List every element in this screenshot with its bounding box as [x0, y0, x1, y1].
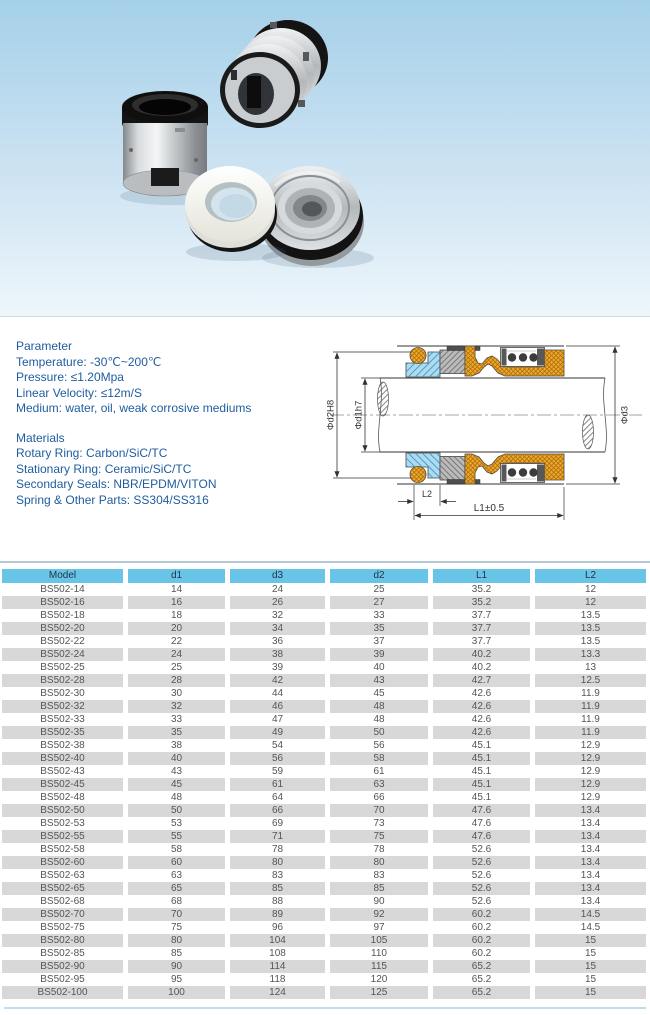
- l2-cell: 15: [535, 973, 646, 986]
- seal-assembly-mirrored: [397, 453, 564, 484]
- table-row: [0, 791, 650, 804]
- l2-cell: 13.4: [535, 856, 646, 869]
- dimension-L1: [415, 487, 564, 520]
- model-cell: BS502-16: [2, 596, 123, 609]
- l2-cell: 12.9: [535, 778, 646, 791]
- d3-cell: 71: [230, 830, 325, 843]
- d1-cell: 45: [128, 778, 225, 791]
- model-cell: BS502-30: [2, 687, 123, 700]
- l1-cell: 60.2: [433, 934, 530, 947]
- d1-cell: 75: [128, 921, 225, 934]
- shaft-break-mark: [378, 382, 389, 416]
- spec-line: Secondary Seals: NBR/EPDM/VITON: [16, 477, 217, 491]
- d1-cell: 53: [128, 817, 225, 830]
- materials-lines: [16, 446, 316, 508]
- l1-cell: 52.6: [433, 869, 530, 882]
- table-row: [0, 648, 650, 661]
- d1-cell: 58: [128, 843, 225, 856]
- spec-line: Linear Velocity: ≤12m/S: [16, 385, 142, 400]
- model-cell: BS502-33: [2, 713, 123, 726]
- svg-text:L2: L2: [421, 489, 433, 499]
- seal-assembly: [397, 346, 564, 377]
- d3-cell: 83: [230, 869, 325, 882]
- d1-cell: 24: [128, 648, 225, 661]
- l2-cell: 12.9: [535, 752, 646, 765]
- d1-cell: 14: [128, 583, 225, 596]
- l1-cell: 47.6: [433, 804, 530, 817]
- d2-cell: 58: [330, 752, 428, 765]
- table-row: [0, 635, 650, 648]
- l2-cell: 11.9: [535, 687, 646, 700]
- model-cell: BS502-50: [2, 804, 123, 817]
- d3-cell: 47: [230, 713, 325, 726]
- l1-cell: 42.6: [433, 700, 530, 713]
- model-cell: BS502-14: [2, 583, 123, 596]
- model-cell: BS502-25: [2, 661, 123, 674]
- d1-cell: 30: [128, 687, 225, 700]
- l2-cell: 13.4: [535, 843, 646, 856]
- l1-cell: 60.2: [433, 921, 530, 934]
- model-cell: BS502-20: [2, 622, 123, 635]
- spec-gap: [16, 417, 316, 431]
- d2-cell: 85: [330, 882, 428, 895]
- table-row: [0, 765, 650, 778]
- d1-cell: 80: [128, 934, 225, 947]
- d1-cell: 43: [128, 765, 225, 778]
- d2-cell: 56: [330, 739, 428, 752]
- l2-cell: 12: [535, 583, 646, 596]
- table-row: [0, 934, 650, 947]
- l1-cell: 52.6: [433, 895, 530, 908]
- spring-coil: [519, 353, 527, 361]
- d1-cell: 38: [128, 739, 225, 752]
- model-cell: BS502-85: [2, 947, 123, 960]
- d3-cell: 124: [230, 986, 325, 999]
- l1-cell: 40.2: [433, 661, 530, 674]
- d2-cell: 83: [330, 869, 428, 882]
- table-bottom-rule: [4, 1007, 646, 1009]
- d1-cell: 25: [128, 661, 225, 674]
- table-row: [0, 674, 650, 687]
- model-cell: BS502-48: [2, 791, 123, 804]
- model-cell: BS502-55: [2, 830, 123, 843]
- table-row: [0, 869, 650, 882]
- l1-cell: 42.7: [433, 674, 530, 687]
- table-row: [0, 713, 650, 726]
- d3-cell: 34: [230, 622, 325, 635]
- l2-cell: 14.5: [535, 921, 646, 934]
- svg-text:Φd3: Φd3: [619, 405, 631, 425]
- specifications-block: [16, 339, 316, 508]
- model-cell: BS502-38: [2, 739, 123, 752]
- d3-cell: 104: [230, 934, 325, 947]
- materials-title: Materials: [16, 430, 65, 445]
- model-cell: BS502-65: [2, 882, 123, 895]
- table-row: [0, 895, 650, 908]
- table-row: [0, 726, 650, 739]
- l2-cell: 15: [535, 934, 646, 947]
- d1-cell: 65: [128, 882, 225, 895]
- l2-cell: 13.4: [535, 804, 646, 817]
- d3-cell: 38: [230, 648, 325, 661]
- d3-cell: 26: [230, 596, 325, 609]
- l1-cell: 42.6: [433, 713, 530, 726]
- table-row: [0, 973, 650, 986]
- l2-cell: 13.4: [535, 817, 646, 830]
- d2-cell: 115: [330, 960, 428, 973]
- d3-cell: 89: [230, 908, 325, 921]
- d2-cell: 73: [330, 817, 428, 830]
- l2-cell: 13.5: [535, 609, 646, 622]
- d2-cell: 63: [330, 778, 428, 791]
- model-cell: BS502-90: [2, 960, 123, 973]
- l1-cell: 47.6: [433, 830, 530, 843]
- l1-cell: 42.6: [433, 726, 530, 739]
- l2-cell: 14.5: [535, 908, 646, 921]
- d1-cell: 28: [128, 674, 225, 687]
- d2-cell: 90: [330, 895, 428, 908]
- l2-cell: 13.5: [535, 622, 646, 635]
- table-row: [0, 583, 650, 596]
- model-cell: BS502-70: [2, 908, 123, 921]
- d3-cell: 66: [230, 804, 325, 817]
- d1-cell: 100: [128, 986, 225, 999]
- table-row: [0, 960, 650, 973]
- d1-cell: 40: [128, 752, 225, 765]
- column-header: L2: [535, 569, 646, 583]
- table-row: [0, 778, 650, 791]
- d3-cell: 49: [230, 726, 325, 739]
- table-row: [0, 817, 650, 830]
- d3-cell: 118: [230, 973, 325, 986]
- model-cell: BS502-75: [2, 921, 123, 934]
- d3-cell: 44: [230, 687, 325, 700]
- table-row: [0, 609, 650, 622]
- table-row: [0, 830, 650, 843]
- d3-cell: 114: [230, 960, 325, 973]
- table-row: [0, 687, 650, 700]
- l1-cell: 45.1: [433, 765, 530, 778]
- d1-cell: 55: [128, 830, 225, 843]
- spec-line: Rotary Ring: Carbon/SiC/TC: [16, 446, 168, 460]
- d1-cell: 48: [128, 791, 225, 804]
- model-cell: BS502-43: [2, 765, 123, 778]
- l1-cell: 37.7: [433, 635, 530, 648]
- l1-cell: 47.6: [433, 817, 530, 830]
- svg-text:Φd2H8: Φd2H8: [325, 399, 337, 431]
- d2-cell: 78: [330, 843, 428, 856]
- d1-cell: 63: [128, 869, 225, 882]
- model-cell: BS502-45: [2, 778, 123, 791]
- shaft-break-mark: [583, 415, 594, 449]
- d1-cell: 60: [128, 856, 225, 869]
- d2-cell: 43: [330, 674, 428, 687]
- l2-cell: 13: [535, 661, 646, 674]
- dimension-table: [0, 561, 650, 1009]
- l2-cell: 11.9: [535, 700, 646, 713]
- l1-cell: 52.6: [433, 882, 530, 895]
- l2-cell: 15: [535, 947, 646, 960]
- technical-drawing: [322, 333, 650, 535]
- spec-line: Spring & Other Parts: SS304/SS316: [16, 492, 209, 507]
- l2-cell: 12.9: [535, 791, 646, 804]
- model-cell: BS502-80: [2, 934, 123, 947]
- model-cell: BS502-40: [2, 752, 123, 765]
- l2-cell: 12.5: [535, 674, 646, 687]
- l2-cell: 13.5: [535, 635, 646, 648]
- column-header: d1: [128, 569, 225, 583]
- l1-cell: 65.2: [433, 960, 530, 973]
- table-row: [0, 596, 650, 609]
- d3-cell: 36: [230, 635, 325, 648]
- spec-line: Pressure: ≤1.20Mpa: [16, 370, 124, 384]
- l1-cell: 35.2: [433, 596, 530, 609]
- l2-cell: 12.9: [535, 765, 646, 778]
- l1-cell: 35.2: [433, 583, 530, 596]
- l1-cell: 52.6: [433, 843, 530, 856]
- model-cell: BS502-58: [2, 843, 123, 856]
- table-row: [0, 622, 650, 635]
- d2-cell: 35: [330, 622, 428, 635]
- table-row: [0, 908, 650, 921]
- l1-cell: 60.2: [433, 908, 530, 921]
- model-cell: BS502-18: [2, 609, 123, 622]
- table-row: [0, 986, 650, 999]
- mechanical-seals-image: [0, 0, 650, 316]
- d2-cell: 97: [330, 921, 428, 934]
- d2-cell: 48: [330, 700, 428, 713]
- table-row: [0, 947, 650, 960]
- column-header: Model: [2, 569, 123, 583]
- l1-cell: 37.7: [433, 609, 530, 622]
- d3-cell: 46: [230, 700, 325, 713]
- d3-cell: 88: [230, 895, 325, 908]
- d2-cell: 92: [330, 908, 428, 921]
- table-header: [0, 569, 650, 583]
- spring-housing: [501, 348, 545, 367]
- d3-cell: 61: [230, 778, 325, 791]
- model-cell: BS502-24: [2, 648, 123, 661]
- d3-cell: 80: [230, 856, 325, 869]
- l2-cell: 13.4: [535, 869, 646, 882]
- d1-cell: 18: [128, 609, 225, 622]
- seal-cross-section: [322, 333, 650, 535]
- svg-text:Φd1h7: Φd1h7: [353, 400, 365, 430]
- d3-cell: 56: [230, 752, 325, 765]
- l2-cell: 15: [535, 960, 646, 973]
- d3-cell: 96: [230, 921, 325, 934]
- d3-cell: 39: [230, 661, 325, 674]
- l1-cell: 45.1: [433, 739, 530, 752]
- d3-cell: 54: [230, 739, 325, 752]
- d1-cell: 68: [128, 895, 225, 908]
- d1-cell: 95: [128, 973, 225, 986]
- model-cell: BS502-28: [2, 674, 123, 687]
- d3-cell: 32: [230, 609, 325, 622]
- table-top-rule: [0, 561, 650, 563]
- l2-cell: 13.4: [535, 830, 646, 843]
- l1-cell: 42.6: [433, 687, 530, 700]
- svg-text:L1±0.5: L1±0.5: [473, 503, 505, 514]
- d2-cell: 105: [330, 934, 428, 947]
- d2-cell: 80: [330, 856, 428, 869]
- l2-cell: 12.9: [535, 739, 646, 752]
- d1-cell: 85: [128, 947, 225, 960]
- d2-cell: 125: [330, 986, 428, 999]
- model-cell: BS502-100: [2, 986, 123, 999]
- l2-cell: 15: [535, 986, 646, 999]
- d2-cell: 45: [330, 687, 428, 700]
- dimension-L2: [398, 485, 456, 520]
- d3-cell: 108: [230, 947, 325, 960]
- spec-line: Medium: water, oil, weak corrosive mediums: [16, 401, 252, 415]
- model-cell: BS502-32: [2, 700, 123, 713]
- spec-line: Temperature: -30℃~200℃: [16, 354, 162, 369]
- column-header: L1: [433, 569, 530, 583]
- d1-cell: 20: [128, 622, 225, 635]
- d3-cell: 69: [230, 817, 325, 830]
- d2-cell: 27: [330, 596, 428, 609]
- d2-cell: 66: [330, 791, 428, 804]
- d2-cell: 61: [330, 765, 428, 778]
- table-row: [0, 921, 650, 934]
- d2-cell: 37: [330, 635, 428, 648]
- l2-cell: 13.4: [535, 882, 646, 895]
- l1-cell: 65.2: [433, 973, 530, 986]
- d2-cell: 39: [330, 648, 428, 661]
- l2-cell: 12: [535, 596, 646, 609]
- spring-coil: [508, 353, 516, 361]
- d2-cell: 75: [330, 830, 428, 843]
- table-row: [0, 804, 650, 817]
- d3-cell: 64: [230, 791, 325, 804]
- column-header: d3: [230, 569, 325, 583]
- d2-cell: 40: [330, 661, 428, 674]
- parameter-title: Parameter: [16, 339, 73, 353]
- l1-cell: 52.6: [433, 856, 530, 869]
- model-cell: BS502-68: [2, 895, 123, 908]
- l2-cell: 11.9: [535, 713, 646, 726]
- table-row: [0, 856, 650, 869]
- parameter-lines: [16, 355, 316, 417]
- d1-cell: 50: [128, 804, 225, 817]
- model-cell: BS502-35: [2, 726, 123, 739]
- l1-cell: 65.2: [433, 986, 530, 999]
- table-body: [0, 583, 650, 999]
- d1-cell: 90: [128, 960, 225, 973]
- d3-cell: 85: [230, 882, 325, 895]
- model-cell: BS502-22: [2, 635, 123, 648]
- table-row: [0, 739, 650, 752]
- l1-cell: 45.1: [433, 752, 530, 765]
- l2-cell: 13.4: [535, 895, 646, 908]
- table-row: [0, 843, 650, 856]
- d3-cell: 59: [230, 765, 325, 778]
- d1-cell: 70: [128, 908, 225, 921]
- d1-cell: 16: [128, 596, 225, 609]
- d3-cell: 24: [230, 583, 325, 596]
- d2-cell: 48: [330, 713, 428, 726]
- l1-cell: 40.2: [433, 648, 530, 661]
- table-row: [0, 882, 650, 895]
- d1-cell: 33: [128, 713, 225, 726]
- d2-cell: 50: [330, 726, 428, 739]
- l2-cell: 13.3: [535, 648, 646, 661]
- l1-cell: 45.1: [433, 791, 530, 804]
- model-cell: BS502-53: [2, 817, 123, 830]
- table-row: [0, 752, 650, 765]
- l1-cell: 45.1: [433, 778, 530, 791]
- spring-coil: [529, 353, 537, 361]
- product-photo: [0, 0, 650, 317]
- d2-cell: 33: [330, 609, 428, 622]
- d1-cell: 32: [128, 700, 225, 713]
- l1-cell: 37.7: [433, 622, 530, 635]
- model-cell: BS502-95: [2, 973, 123, 986]
- column-header: d2: [330, 569, 428, 583]
- model-cell: BS502-60: [2, 856, 123, 869]
- l2-cell: 11.9: [535, 726, 646, 739]
- d2-cell: 120: [330, 973, 428, 986]
- d1-cell: 22: [128, 635, 225, 648]
- spec-line: Stationary Ring: Ceramic/SiC/TC: [16, 461, 192, 476]
- d1-cell: 35: [128, 726, 225, 739]
- table-row: [0, 661, 650, 674]
- d2-cell: 25: [330, 583, 428, 596]
- dimension-d3: [566, 346, 631, 484]
- d3-cell: 42: [230, 674, 325, 687]
- table-row: [0, 700, 650, 713]
- d3-cell: 78: [230, 843, 325, 856]
- l1-cell: 60.2: [433, 947, 530, 960]
- model-cell: BS502-63: [2, 869, 123, 882]
- d2-cell: 70: [330, 804, 428, 817]
- d2-cell: 110: [330, 947, 428, 960]
